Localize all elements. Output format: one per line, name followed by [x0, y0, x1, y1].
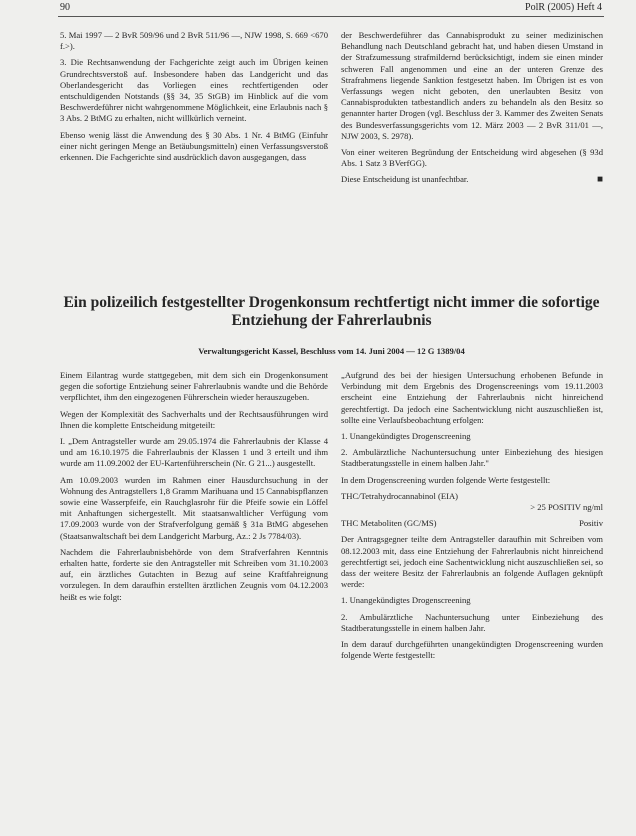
lab-result-row	[341, 518, 603, 529]
bottom-left-column	[60, 370, 328, 608]
list-item: 2. Ambulärztliche Nachuntersuchung unter Einbeziehung des hiesigen Stadtberatungsstelle in einem halben Jahr."	[341, 447, 603, 469]
paragraph: In dem darauf durchgeführten unangekündigten Drogenscreening wurden folgende Werte festgestellt:	[341, 639, 603, 661]
lab-value: Positiv	[579, 518, 603, 529]
article-title: Ein polizeilich festgestellter Drogenkonsum rechtfertigt nicht immer die sofortige Entziehung der Fahrerlaubnis	[63, 294, 600, 329]
list-item: 1. Unangekündigtes Drogenscreening	[341, 595, 471, 606]
paragraph: Nachdem die Fahrerlaubnisbehörde von dem Strafverfahren Kenntnis erhalten hatte, forderte sie den Antragsteller mit Schreiben vom 31.10.2003 auf, ein ärztliches Gutachten in Bezug auf seine Kraftfahreignung vorzulegen. In dem daraufhin erstellten ärztlichen Zeugnis vom 04.12.2003 heißt es wie folgt:	[60, 546, 328, 602]
lab-result-row	[341, 491, 603, 502]
top-right-column	[341, 30, 603, 191]
paragraph: Einem Eilantrag wurde stattgegeben, mit dem sich ein Drogenkonsument gegen die sofortige Entziehung seiner Fahrerlaubnis wandte und die Behörde verpflichtet, ihm den eingezogenen Führerschein wieder herauszugeben.	[60, 370, 328, 403]
paragraph: Der Antragsgegner teilte dem Antragsteller daraufhin mit Schreiben vom 08.12.2003 mit, dass eine Entziehung der Fahrerlaubnis nicht hinreichend gerechtfertigt sei, jedoch eine Sachentwicklung nicht auszuschließen sei, so dass der weitere Besitz der Fahrerlaubnis an folgende Auflagen geknüpft werde:	[341, 534, 603, 590]
top-left-column	[60, 30, 328, 168]
header-rule	[58, 16, 604, 17]
paragraph: In dem Drogenscreening wurden folgende Werte festgestellt:	[341, 474, 551, 485]
end-mark: ■	[596, 174, 603, 186]
closing-sentence: Diese Entscheidung ist unanfechtbar.	[341, 174, 469, 185]
paragraph: Von einer weiteren Begründung der Entscheidung wird abgesehen (§ 93d Abs. 1 Satz 3 BVerfGG).	[341, 147, 603, 169]
paragraph: 3. Die Rechtsanwendung der Fachgerichte zeigt auch im Übrigen keinen Grundrechtsverstoß auf. Insbesondere haben das Landgericht und das Oberlandesgericht das Vorliegen eines rechtfertigenden oder entschuldigenden Notstands (§§ 34, 35 StGB) im Hinblick auf die vom Beschwerdeführer nicht wahrgenommene Möglichkeit, eine Erlaubnis nach § 3 Abs. 2 BtMG zu erhalten, nicht willkürlich verneint.	[60, 57, 328, 124]
paragraph: I. „Dem Antragsteller wurde am 29.05.1974 die Fahrerlaubnis der Klasse 4 und am 16.10.1975 die Fahrerlaubnis der Klassen 1 und 3 erteilt und ihm wurde am 11.09.2002 der EU-Kartenführerschein (Nr. G 21...) ausgestellt.	[60, 436, 328, 469]
paragraph: 5. Mai 1997 — 2 BvR 509/96 und 2 BvR 511/96 —, NJW 1998, S. 669 <670 f.>).	[60, 30, 328, 52]
paragraph: Wegen der Komplexität des Sachverhalts und der Rechtsausführungen wird Ihnen die komplette Entscheidung mitgeteilt:	[60, 408, 328, 430]
page-number: 90	[60, 2, 70, 13]
list-item: 2. Ambulärztliche Nachuntersuchung unter Einbeziehung des Stadtberatungsstelle in einem halben Jahr.	[341, 611, 603, 633]
lab-label: THC Metaboliten (GC/MS)	[341, 518, 437, 529]
lab-label: THC/Tetrahydrocannabinol (EIA)	[341, 490, 459, 501]
paragraph: „Aufgrund des bei der hiesigen Untersuchung erhobenen Befunde in Verbindung mit dem Ergebnis des Drogenscreenings vom 19.11.2003 erscheint eine Entziehung der Fahrerlaubnis nicht hinreichend gerechtfertigt. Da jedoch eine Sachentwicklung nicht auszuschließen ist, sollte eine Verlaufsbeobachtung erfolgen:	[341, 370, 603, 425]
paragraph: Am 10.09.2003 wurden im Rahmen einer Hausdurchsuchung in der Wohnung des Antragstellers 1,8 Gramm Marihuana und 15 Cannabispflanzen sowie eine Wasserpfeife, ein Rauchglasrohr für die Pfeife sowie ein Löffel mit Anhaftungen sichergestellt. Mit staatsanwaltlicher Verfügung vom 17.09.2003 wurde von der Strafverfolgung gemäß § 31a BtMG abgesehen (Staatsanwaltschaft bei dem Landgericht Marburg, Az.: 2 Js 7784/03).	[60, 474, 328, 541]
bottom-right-column	[341, 370, 603, 666]
paragraph	[341, 174, 603, 185]
paragraph: der Beschwerdeführer das Cannabisprodukt zu seiner medizinischen Behandlung nach Deutschland gebracht hat, und haben diesen Umstand in der Strafzumessung strafmildernd berücksichtigt, indem sie einen minder schweren Fall angenommen und eine an der unteren Grenze des Strafrahmens liegende Sanktion festgesetzt haben. Im Übrigen ist es von Verfassungs wegen nicht geboten, den unerlaubten Besitz von Cannabisprodukten tatbestandlich anders zu behandeln als den Besitz so genannter harter Drogen (vgl. Beschluss der 3. Kammer des Zweiten Senats des Bundesverfassungsgerichts vom 12. März 2003 — 2 BvR 311/01 —, NJW 2003, S. 2978).	[341, 30, 603, 141]
paragraph: Ebenso wenig lässt die Anwendung des § 30 Abs. 1 Nr. 4 BtMG (Einfuhr einer nicht geringen Menge an Betäubungsmitteln) einen Verfassungsverstoß erkennen. Die Fachgerichte sind ausdrücklich davon ausgegangen, dass	[60, 129, 328, 163]
lab-value: > 25 POSITIV ng/ml	[530, 502, 603, 513]
journal-header: PolR (2005) Heft 4	[525, 2, 602, 13]
list-item: 1. Unangekündigtes Drogenscreening	[341, 431, 471, 442]
article-subtitle: Verwaltungsgericht Kassel, Beschluss vom 14. Juni 2004 — 12 G 1389/04	[198, 346, 465, 356]
